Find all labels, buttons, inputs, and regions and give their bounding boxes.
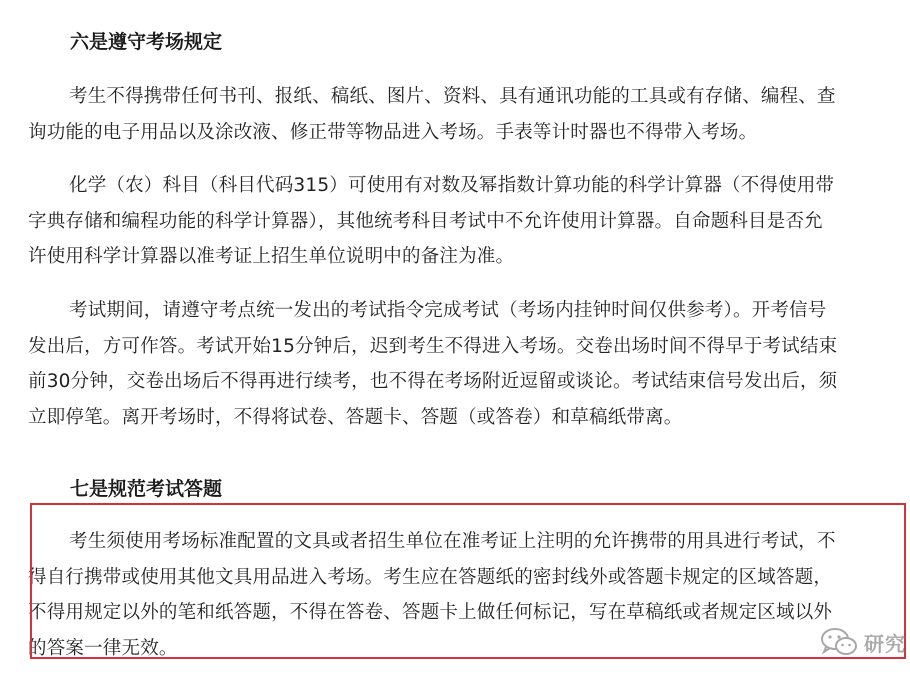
paragraph-line: 的答案一律无效。 <box>28 637 178 659</box>
paragraph-line: 发出后，方可作答。考试开始15分钟后，迟到考生不得进入考场。交卷出场时间不得早于考试结束 <box>28 335 838 357</box>
paragraph-line: 立即停笔。离开考场时，不得将试卷、答题卡、答题（或答卷）和草稿纸带离。 <box>28 406 683 428</box>
paragraph-line: 询功能的电子用品以及涂改液、修正带等物品进入考场。手表等计时器也不得带入考场。 <box>28 121 758 143</box>
section-heading-answering: 七是规范考试答题 <box>70 478 223 500</box>
watermark-text: 研究 <box>864 631 906 656</box>
paragraph-line: 考生不得携带任何书刊、报纸、稿纸、图片、资料、具有通讯功能的工具或有存储、编程、查 <box>69 86 836 107</box>
paragraph-prohibited-items <box>28 79 880 150</box>
paragraph-line: 考试期间，请遵守考点统一发出的考试指令完成考试（考场内挂钟时间仅供参考）。开考信号 <box>69 300 827 321</box>
paragraph-line: 化学（农）科目（科目代码315）可使用有对数及幂指数计算功能的科学计算器（不得使用带 <box>69 175 835 196</box>
paragraph-line: 许使用科学计算器以准考证上招生单位说明中的备注为准。 <box>28 246 515 267</box>
wechat-icon <box>820 627 858 657</box>
paragraph-line: 不得用规定以外的笔和纸答题，不得在答卷、答题卡上做任何标记，写在草稿纸或者规定区域以外 <box>28 602 833 623</box>
watermark <box>820 627 906 657</box>
paragraph-answering-rules <box>28 524 880 666</box>
paragraph-calculator <box>28 168 880 275</box>
paragraph-line: 前30分钟，交卷出场后不得再进行续考，也不得在考场附近逗留或谈论。考试结束信号发出后，须 <box>28 371 838 392</box>
paragraph-line: 得自行携带或使用其他文具用品进入考场。考生应在答题纸的密封线外或答题卡规定的区域答题， <box>28 566 833 588</box>
paragraph-exam-period <box>28 293 880 435</box>
section-heading-rules: 六是遵守考场规定 <box>70 31 223 53</box>
paragraph-line: 考生须使用考场标准配置的文具或者招生单位在准考证上注明的允许携带的用具进行考试，不 <box>69 531 836 552</box>
paragraph-line: 字典存储和编程功能的科学计算器），其他统考科目考试中不允许使用计算器。自命题科目是否允 <box>28 210 823 232</box>
